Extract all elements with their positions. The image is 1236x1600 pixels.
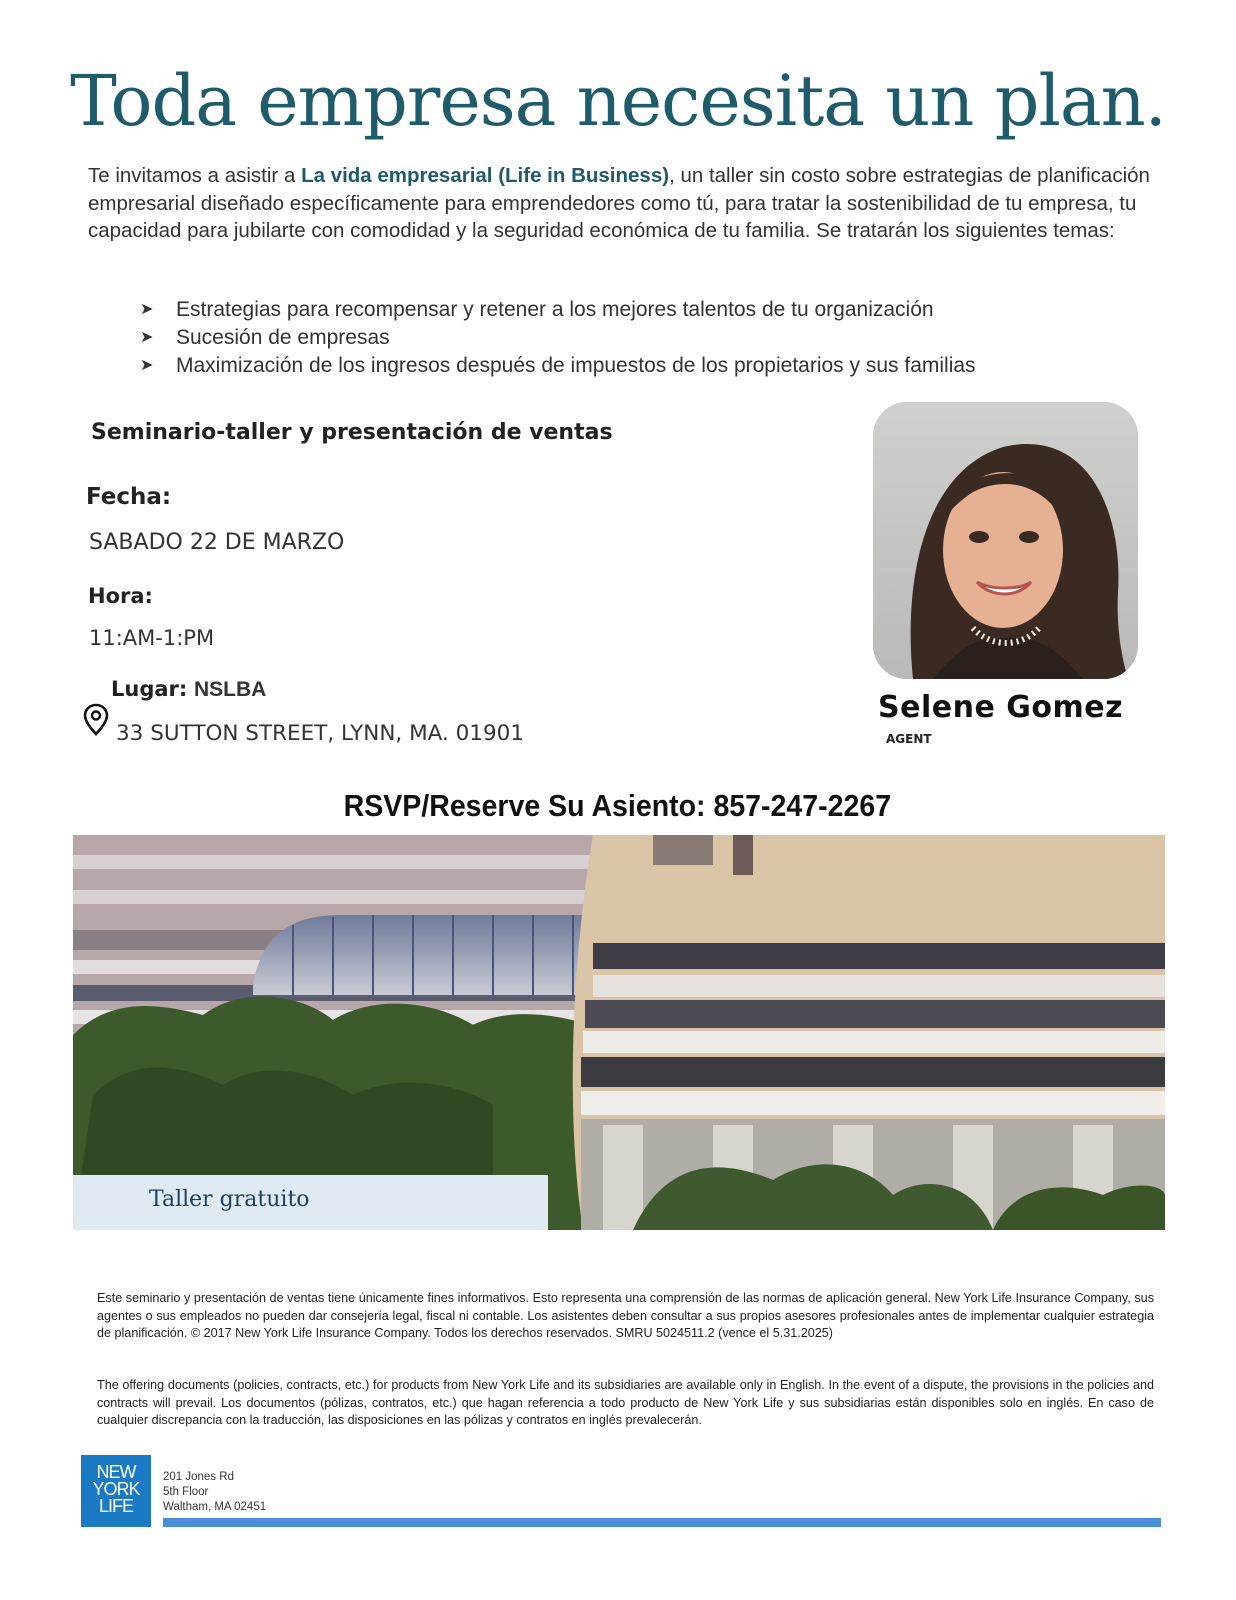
intro-after: , un taller sin costo sobre estrategias de planificación empresarial diseñado específicamente para emprendedores como tú, para tratar la sostenibilidad de tu empresa, tu capacidad para jubilarte con comodidad y la seguridad económica de tu familia. Se tratarán los siguientes temas: — [88, 164, 1150, 242]
arrow-bullet-icon: ➤ — [140, 329, 154, 346]
agent-name: Selene Gomez — [878, 690, 1124, 725]
agent-photo — [873, 402, 1138, 679]
banner-label: Taller gratuito — [149, 1187, 310, 1212]
office-building-photo — [73, 835, 1165, 1230]
disclaimer-spanish: Este seminario y presentación de ventas tiene únicamente fines informativos. Esto representa una comprensión de las normas de aplicación general. New York Life Insurance Company, sus agentes o sus empleados no pueden dar consejería legal, fiscal ni contable. Los asistentes deben consultar a sus propios asesores profesionales antes de implementar cualquier estrategia de planificación. © 2017 New York Life Insurance Company. Todos los derechos reservados. SMRU 5024511.2 (vence el 5.31.2025) — [97, 1291, 1154, 1340]
topic-item — [140, 352, 976, 380]
logo-line: NEW — [96, 1462, 136, 1482]
logo-line: YORK — [92, 1479, 140, 1499]
footer-rule — [163, 1518, 1161, 1527]
topic-text: Sucesión de empresas — [176, 326, 390, 349]
topics-list — [140, 296, 976, 380]
topic-text: Estrategias para recompensar y retener a los mejores talentos de tu organización — [176, 298, 934, 321]
place-name: NSLBA — [193, 678, 267, 701]
place-line — [111, 677, 266, 702]
rsvp-line: RSVP/Reserve Su Asiento: 857-247-2267 — [343, 788, 892, 823]
arrow-bullet-icon: ➤ — [140, 301, 154, 318]
place-label: Lugar: — [111, 677, 188, 701]
intro-highlight: La vida empresarial (Life in Business) — [301, 164, 670, 187]
topic-item — [140, 324, 976, 352]
address-line: Waltham, MA 02451 — [163, 1501, 267, 1513]
disclaimer-english: The offering documents (policies, contracts, etc.) for products from New York Life and its subsidiaries are available only in English. In the event of a dispute, the provisions in the policies and contracts will prevail. Los documentos (pólizas, contratos, etc.) que hagan referencia a todo producto de New York Life y sus subsidiarias están disponibles solo en inglés. En caso de cualquier discrepancia con la traducción, las disposiciones en las pólizas y contratos en inglés prevalecerán. — [97, 1378, 1154, 1427]
footer-address — [163, 1470, 266, 1515]
topic-item — [140, 296, 976, 324]
time-value: 11:AM-1:PM — [89, 626, 215, 650]
time-label: Hora: — [88, 584, 153, 608]
arrow-bullet-icon: ➤ — [140, 357, 154, 374]
banner-label-box — [73, 1175, 548, 1230]
headline: Toda empresa necesita un plan. — [70, 60, 1166, 142]
new-york-life-logo — [81, 1455, 151, 1527]
date-label: Fecha: — [86, 484, 172, 510]
topic-text: Maximización de los ingresos después de impuestos de los propietarios y sus familias — [176, 354, 976, 377]
event-section-title: Seminario-taller y presentación de ventas — [91, 420, 613, 445]
agent-title: AGENT — [886, 732, 932, 746]
intro-before: Te invitamos a asistir a — [88, 164, 302, 187]
address-line: 5th Floor — [163, 1486, 209, 1498]
address-line: 201 Jones Rd — [163, 1471, 234, 1483]
location-pin-icon — [83, 703, 109, 737]
intro-paragraph — [88, 162, 1158, 245]
date-value: SABADO 22 DE MARZO — [89, 530, 345, 555]
logo-line: LIFE — [98, 1496, 133, 1516]
address: 33 SUTTON STREET, LYNN, MA. 01901 — [116, 721, 525, 746]
